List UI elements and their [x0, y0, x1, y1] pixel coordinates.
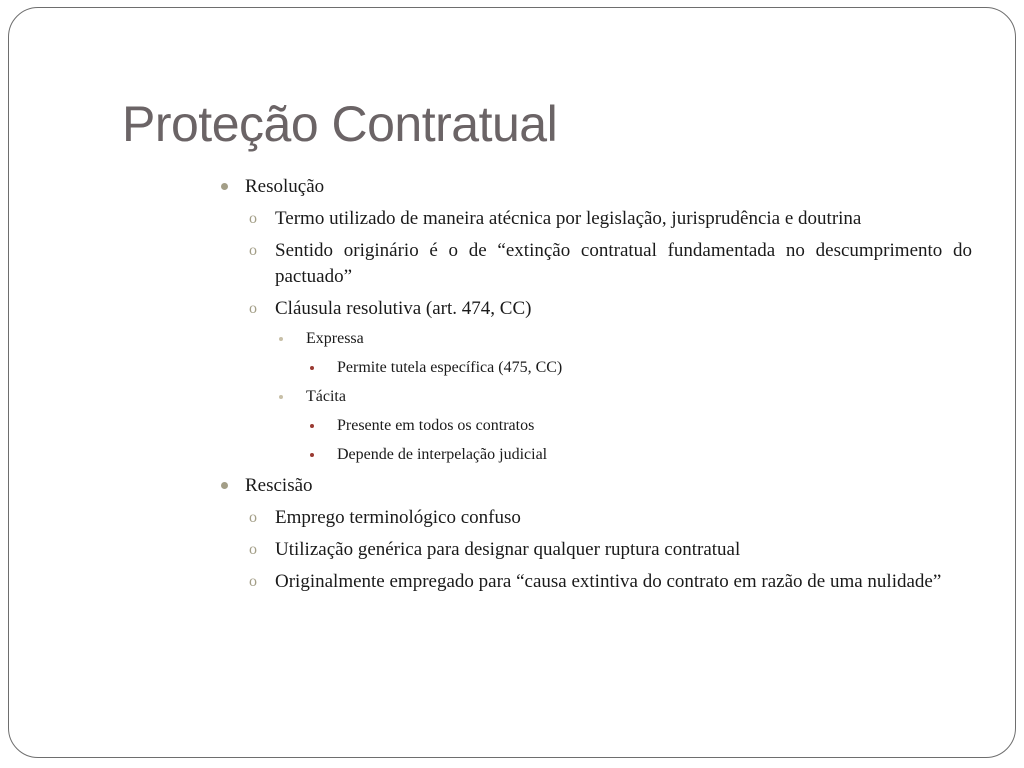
slide-content [219, 174, 972, 601]
bullet-red-dot-icon [310, 424, 314, 428]
slide-title: Proteção Contratual [122, 96, 558, 152]
bullet-dot-icon [221, 183, 228, 190]
bullet-text: Sentido originário é o de “extinção contratual fundamentada no descumprimento do pactuado” [275, 240, 972, 287]
bullet-presente-contratos [219, 415, 972, 437]
bullet-resolucao-termo [219, 206, 972, 232]
bullet-small-dot-icon [279, 395, 283, 399]
bullet-text: Utilização genérica para designar qualquer ruptura contratual [275, 539, 741, 560]
slide-frame [8, 7, 1016, 758]
bullet-tutela-especifica [219, 357, 972, 379]
bullet-resolucao-sentido [219, 238, 972, 290]
bullet-text: Expressa [306, 330, 364, 347]
bullet-small-dot-icon [279, 337, 283, 341]
bullet-text: Cláusula resolutiva (art. 474, CC) [275, 298, 532, 319]
bullet-text: Emprego terminológico confuso [275, 507, 521, 528]
bullet-text: Presente em todos os contratos [337, 417, 535, 434]
bullet-emprego-terminologico [219, 505, 972, 531]
bullet-tacita [219, 386, 972, 408]
bullet-text: Termo utilizado de maneira atécnica por legislação, jurisprudência e doutrina [275, 208, 862, 229]
bullet-rescisao [219, 473, 972, 499]
bullet-originalmente-empregado [219, 569, 972, 595]
bullet-circle-icon: o [249, 300, 257, 317]
bullet-circle-icon: o [249, 509, 257, 526]
bullet-text: Originalmente empregado para “causa extintiva do contrato em razão de uma nulidade” [275, 571, 942, 592]
bullet-circle-icon: o [249, 541, 257, 558]
bullet-text: Tácita [306, 388, 346, 405]
bullet-dot-icon [221, 482, 228, 489]
bullet-clausula-resolutiva [219, 296, 972, 322]
bullet-expressa [219, 328, 972, 350]
bullet-circle-icon: o [249, 210, 257, 227]
bullet-red-dot-icon [310, 453, 314, 457]
bullet-text: Resolução [245, 176, 325, 197]
bullet-resolucao [219, 174, 972, 200]
bullet-circle-icon: o [249, 242, 257, 259]
bullet-utilizacao-generica [219, 537, 972, 563]
bullet-text: Permite tutela específica (475, CC) [337, 359, 563, 376]
bullet-text: Rescisão [245, 475, 313, 496]
bullet-red-dot-icon [310, 366, 314, 370]
bullet-interpelacao-judicial [219, 444, 972, 466]
bullet-circle-icon: o [249, 573, 257, 590]
bullet-text: Depende de interpelação judicial [337, 446, 548, 463]
